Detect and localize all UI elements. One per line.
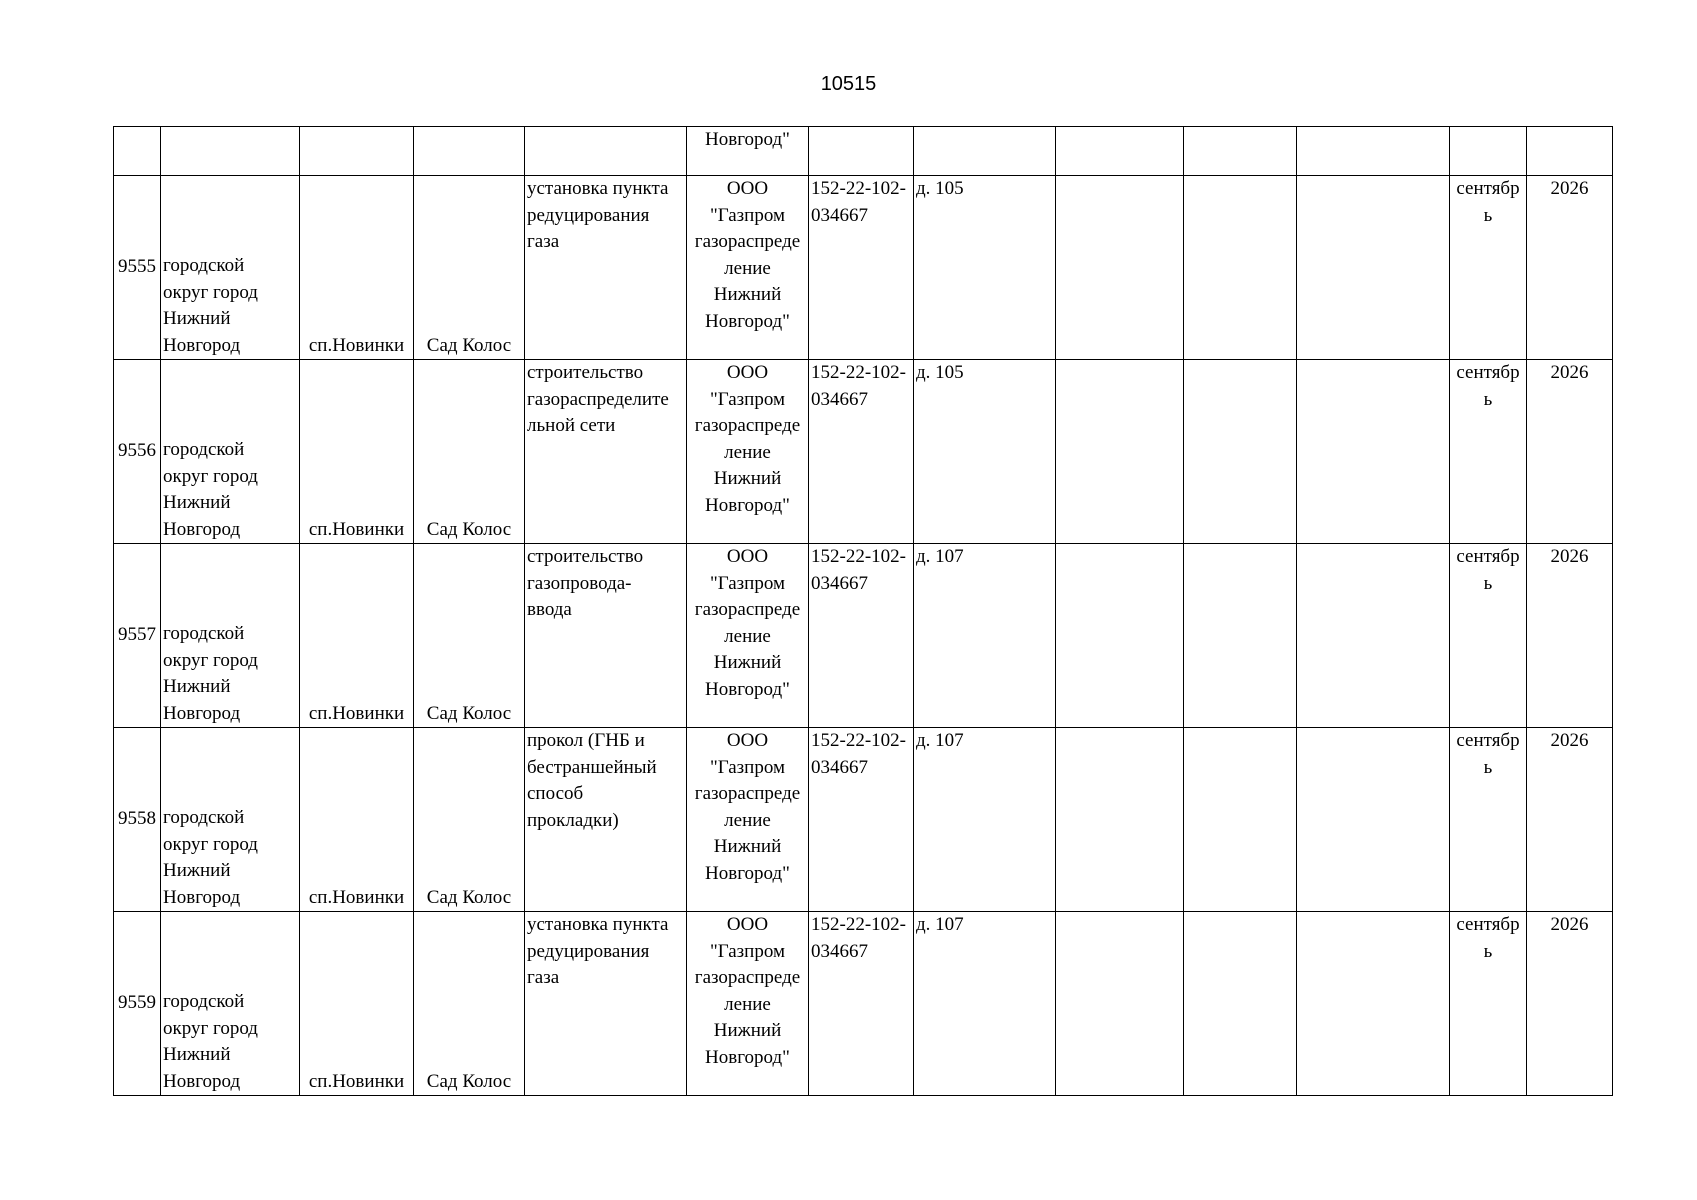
area-cell [161,176,300,360]
cell-line: установка пункта [527,914,669,935]
cell-line: способ [527,783,584,804]
month-cell [1450,360,1527,544]
cell-line: Новгород" [705,1046,790,1068]
org-cell: Новгород" [687,127,809,176]
cell-line: редуцирования [527,204,650,226]
place-cell: Сад Колос [414,728,525,912]
cell-line: Нижний [163,308,231,329]
cell-line: газораспреде [694,415,801,436]
cell-line: Новгород [163,518,241,540]
work-type-cell [525,544,687,728]
cell-line: 152-22-102- [811,546,906,567]
cell-line: Нижний [163,1044,231,1065]
year-cell: 2026 [1527,176,1613,360]
cell-line: "Газпром [709,204,786,226]
cell-line: ООО [726,362,769,383]
cell-line: прокладки) [527,809,619,831]
cell-line: установка пункта [527,178,669,199]
year-cell: 2026 [1527,728,1613,912]
empty-cell [1056,544,1184,728]
cell-line: сентябр [1456,362,1520,383]
cell-line: газопровода- [527,572,632,594]
table-cell [525,127,687,176]
cell-line: "Газпром [709,756,786,778]
table-row [114,360,1613,544]
settlement-cell: сп.Новинки [300,544,414,728]
empty-cell [1184,728,1297,912]
cell-line: "Газпром [709,572,786,594]
settlement-cell: сп.Новинки [300,360,414,544]
cell-line: 034667 [811,572,868,594]
month-cell [1450,176,1527,360]
cell-line: сентябр [1456,914,1520,935]
page-number: 10515 [820,73,877,95]
table-row [114,728,1613,912]
cell-line: 152-22-102- [811,178,906,199]
cell-line: городской [163,623,245,644]
cell-line: Новгород [163,334,241,356]
cell-line: округ город [163,649,258,671]
row-number-cell: 9559 [114,912,161,1096]
cell-line: ООО [726,914,769,935]
cell-line: ООО [726,546,769,567]
cell-line: газа [527,231,560,252]
cell-line: Нижний [163,676,231,697]
cell-line: ООО [726,730,769,751]
organization-cell [687,360,809,544]
cell-line: прокол (ГНБ и [527,730,645,751]
year-cell: 2026 [1527,912,1613,1096]
cell-line: ООО [726,178,769,199]
table-cell [1184,127,1297,176]
registry-number-cell [809,360,914,544]
cell-line: Новгород [163,1070,241,1092]
row-number-cell: 9557 [114,544,161,728]
table-cell [1056,127,1184,176]
cell-line: городской [163,991,245,1012]
empty-cell [1297,544,1450,728]
address-cell: д. 107 [914,544,1056,728]
cell-line: Новгород" [705,310,790,332]
organization-cell [687,544,809,728]
cell-line: Нижний [163,492,231,513]
area-cell [161,728,300,912]
cell-line: ь [1483,940,1493,962]
year-cell: 2026 [1527,544,1613,728]
empty-cell [1056,912,1184,1096]
cell-line: ление [724,809,771,831]
cell-line: газораспреде [694,783,801,804]
cell-line: редуцирования [527,940,650,962]
empty-cell [1184,360,1297,544]
area-cell [161,912,300,1096]
cell-line: ь [1483,756,1493,778]
table-cell [914,127,1056,176]
cell-line: Нижний [163,860,231,881]
registry-number-cell [809,728,914,912]
cell-line: 034667 [811,388,868,410]
table-cell [114,127,161,176]
cell-line: сентябр [1456,178,1520,199]
cell-line: "Газпром [709,388,786,410]
cell-line: округ город [163,1017,258,1039]
cell-line: ь [1483,388,1493,410]
table-cell [1297,127,1450,176]
cell-line: 034667 [811,756,868,778]
organization-cell [687,728,809,912]
cell-line: Нижний [713,652,782,673]
continuation-row [114,127,1613,176]
cell-line: 152-22-102- [811,362,906,383]
cell-line: округ город [163,281,258,303]
work-type-cell [525,176,687,360]
year-cell: 2026 [1527,360,1613,544]
area-cell [161,544,300,728]
cell-line: газораспределите [527,388,669,410]
table-row [114,912,1613,1096]
row-number-cell: 9555 [114,176,161,360]
cell-line: ввода [527,599,572,620]
table-cell [1450,127,1527,176]
cell-line: Нижний [713,1020,782,1041]
work-type-cell [525,912,687,1096]
month-cell [1450,728,1527,912]
empty-cell [1184,176,1297,360]
empty-cell [1297,360,1450,544]
cell-line: ление [724,993,771,1015]
month-cell [1450,912,1527,1096]
organization-cell [687,912,809,1096]
empty-cell [1056,360,1184,544]
settlement-cell: сп.Новинки [300,728,414,912]
cell-line: городской [163,255,245,276]
cell-line: бестраншейный [527,756,657,778]
cell-line: ь [1483,572,1493,594]
registry-number-cell [809,544,914,728]
organization-cell [687,176,809,360]
cell-line: Новгород" [705,862,790,884]
cell-line: сентябр [1456,546,1520,567]
table-cell [809,127,914,176]
month-cell [1450,544,1527,728]
table-cell [161,127,300,176]
table-cell [300,127,414,176]
address-cell: д. 107 [914,912,1056,1096]
cell-line: Новгород" [705,678,790,700]
cell-line: Нижний [713,468,782,489]
cell-line: ь [1483,204,1493,226]
empty-cell [1297,912,1450,1096]
cell-line: Новгород" [705,494,790,516]
empty-cell [1056,176,1184,360]
registry-number-cell [809,912,914,1096]
cell-line: газораспреде [694,231,801,252]
place-cell: Сад Колос [414,360,525,544]
place-cell: Сад Колос [414,912,525,1096]
empty-cell [1297,176,1450,360]
place-cell: Сад Колос [414,176,525,360]
cell-line: округ город [163,833,258,855]
table-row [114,176,1613,360]
cell-line: сентябр [1456,730,1520,751]
cell-line: городской [163,439,245,460]
cell-line: 152-22-102- [811,914,906,935]
cell-line: 152-22-102- [811,730,906,751]
empty-cell [1297,728,1450,912]
cell-line: "Газпром [709,940,786,962]
place-cell: Сад Колос [414,544,525,728]
cell-line: ление [724,625,771,647]
cell-line: газа [527,967,560,988]
cell-line: 034667 [811,940,868,962]
table-body [114,127,1613,1096]
work-type-cell [525,728,687,912]
empty-cell [1184,912,1297,1096]
cell-line: газораспреде [694,599,801,620]
table-row [114,544,1613,728]
row-number-cell: 9558 [114,728,161,912]
registry-number-cell [809,176,914,360]
table-cell [414,127,525,176]
settlement-cell: сп.Новинки [300,176,414,360]
empty-cell [1184,544,1297,728]
cell-line: округ город [163,465,258,487]
empty-cell [1056,728,1184,912]
address-cell: д. 105 [914,176,1056,360]
work-type-cell [525,360,687,544]
cell-line: Нижний [713,836,782,857]
cell-line: городской [163,807,245,828]
cell-line: Нижний [713,284,782,305]
cell-line: газораспреде [694,967,801,988]
settlement-cell: сп.Новинки [300,912,414,1096]
cell-line: ление [724,257,771,279]
cell-line: Новгород [163,702,241,724]
cell-line: 034667 [811,204,868,226]
cell-line: строительство [527,362,644,383]
row-number-cell: 9556 [114,360,161,544]
cell-line: льной сети [527,415,616,436]
cell-line: строительство [527,546,644,567]
address-cell: д. 105 [914,360,1056,544]
table-cell [1527,127,1613,176]
cell-line: ление [724,441,771,463]
cell-line: Новгород [163,886,241,908]
gas-works-table [113,126,1613,1096]
address-cell: д. 107 [914,728,1056,912]
area-cell [161,360,300,544]
